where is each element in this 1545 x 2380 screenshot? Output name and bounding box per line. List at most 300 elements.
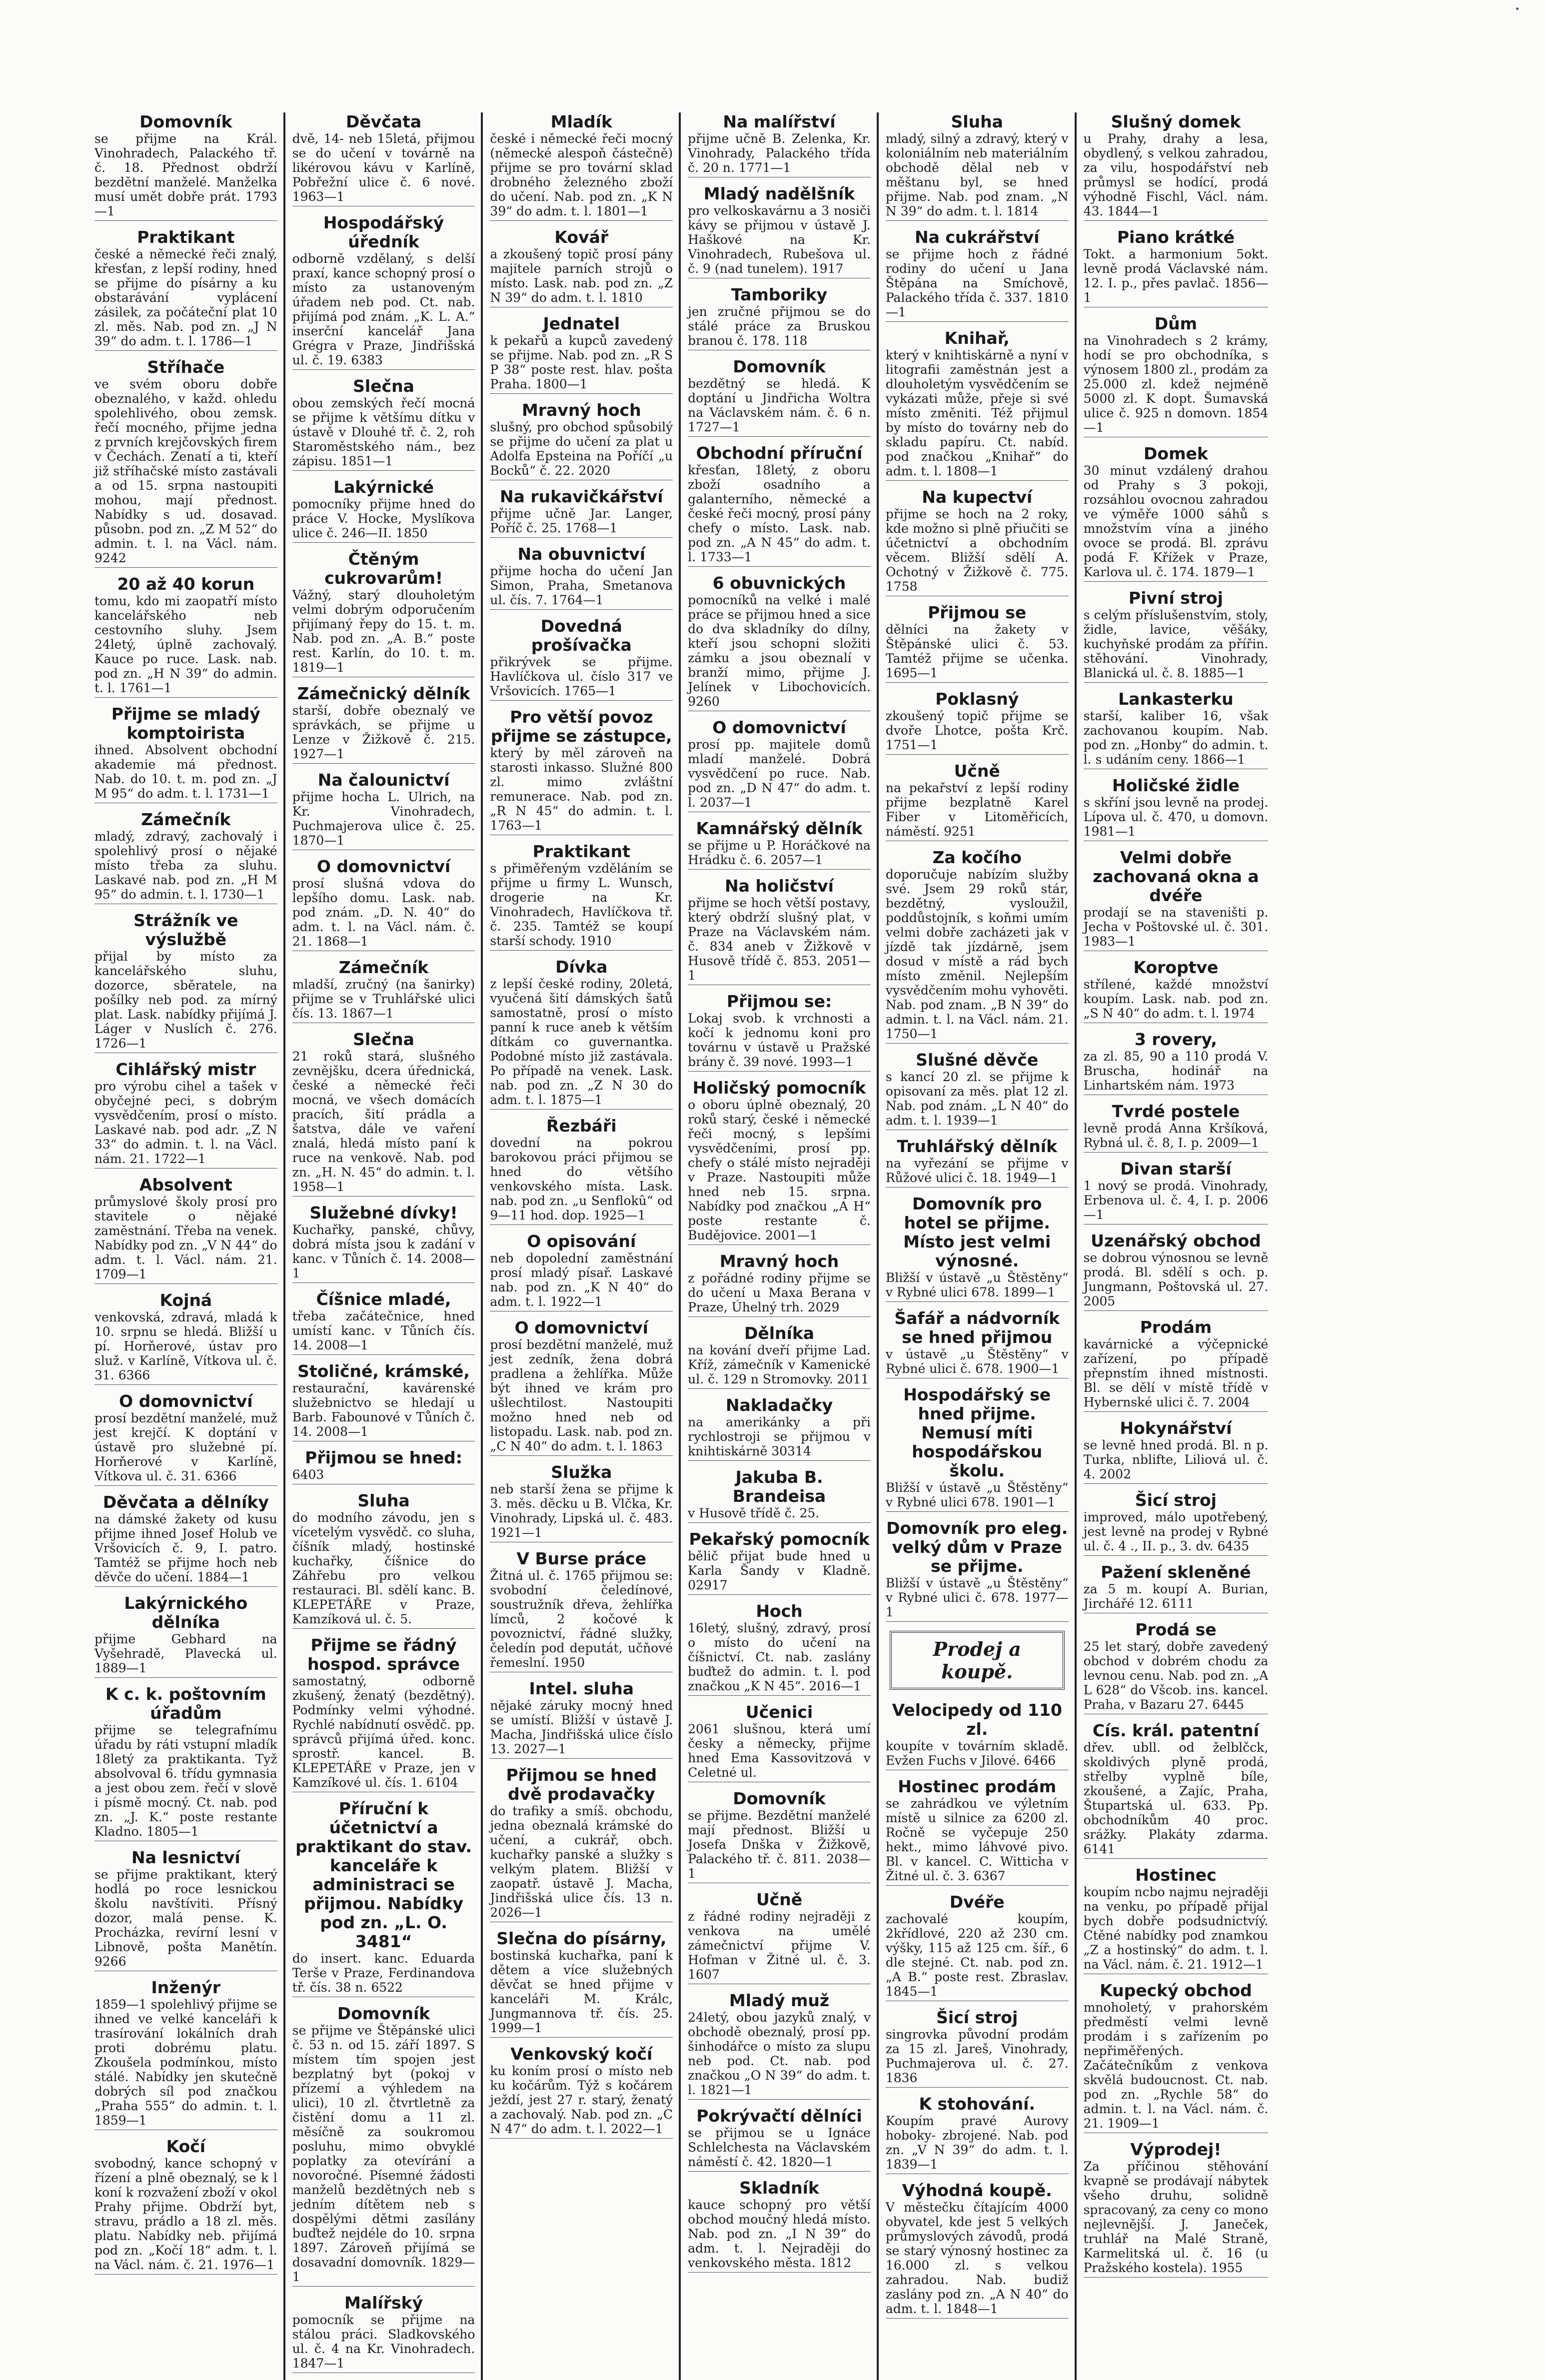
ad-column [488, 112, 681, 2380]
ad-text: 30 minut vzdálený drahou od Prahy s 3 pokoji, rozsáhlou ovocnou zahradou ve výměře 1000 sáhů s množstvím vína a jiného ovoce se prodá. Bl. zprávu podá F. Křížek v Praze, Karlova ul. č. 174. 1879—1 [1084, 463, 1269, 582]
ad-text: přikrývek se přijme. Havlíčkova ul. číslo 317 ve Vršovicích. 1765—1 [490, 655, 673, 701]
ad-heading: Řezbáři [546, 1116, 617, 1136]
ad-text: s přiměřeným vzděláním se přijme u firmy L. Wunsch, drogerie na Kr. Vinohradech, Havlíčkova tř. č. 235. Tamtéž se koupí starší schody. 1910 [490, 861, 673, 951]
ad-heading: Dům [1154, 314, 1198, 333]
ad-heading: Na malířství [723, 112, 836, 131]
classified-ad [292, 1362, 475, 1441]
classified-ad [490, 617, 673, 701]
classified-ad [688, 2107, 871, 2172]
ad-column [92, 112, 285, 2380]
ad-text: přijme se hoch větší postavy, který obdrží slušný plat, v Praze na Václavském nám. č. 834 aneb v Žižkově v Husově třídě č. 853. 2051—1 [688, 896, 871, 985]
classified-ad [490, 545, 673, 610]
classified-ad [490, 842, 673, 951]
ad-heading: Slečna [353, 1030, 414, 1049]
ad-heading: Hoch [756, 1601, 803, 1621]
ad-text: se přijme praktikant, který hodlá po roce lesnickou školu navštíviti. Přísný dozor, malá pense. K. Procházka, revírní lesní v Libnově, pošta Manětín. 9266 [94, 1867, 277, 1971]
ad-heading: Holičský pomocník [692, 1078, 866, 1098]
ad-heading: Tamboriky [731, 285, 828, 304]
ad-text: pomocníky přijme hned do práce V. Hocke, Myslíkova ulice č. 246—II. 1850 [292, 497, 475, 543]
classified-ad [688, 1396, 871, 1461]
ad-text: přijme učně B. Zelenka, Kr. Vinohrady, Palackého třída č. 20 n. 1771—1 [688, 131, 871, 177]
ad-heading: Domovník [733, 1789, 826, 1808]
ad-heading: Prodám [1140, 1317, 1212, 1337]
classified-ad [886, 603, 1069, 683]
ad-text: přijme se hoch na 2 roky, kde možno si plně přiučiti se účetnictví a obchodním věcem. Bližší sdělí A. Ochotný v Žižkově č. 775. 1758 [886, 507, 1069, 596]
ad-text: pomocníků na velké i malé práce se přijmou hned a sice do dva skladníky do dílny, kteří jsou schopni složiti zámku a jsou obeznalí v branží mimo, přijme J. Jelínek v Libochovicích. 9260 [688, 593, 871, 711]
ad-text: Bližší v ústavě „u Štěstěny“ v Rybné ulici č. 678. 1977—1 [886, 1576, 1069, 1622]
ad-text: jen zručné přijmou se do stálé práce za Bruskou branou č. 178. 118 [688, 304, 871, 350]
classified-ad [688, 1890, 871, 1984]
ad-heading: 6 obuvnických [712, 573, 846, 593]
classified-ad [94, 112, 277, 221]
ad-heading: Hostinec [1135, 1865, 1217, 1885]
ad-text: 1859—1 spolehlivý přijme se ihned ve velké kanceláři k trasírování lokálních drah proti dobrému platu. Zkoušela podmínkou, místo stálé. Nabídky jen skutečně dobrých síl pod značkou „Praha 555“ do admin. t. l. 1859—1 [94, 1997, 277, 2130]
classified-ad [490, 228, 673, 307]
classified-ad [1084, 314, 1269, 437]
ad-text: české a německé řeči znalý, křesťan, z lepší rodiny, hned se přijme do písárny a ku obstarávání vyplácení zásilek, za počáteční plat 10 zl. měs. Nab. pod zn. „J N 39“ do adm. t. l. 1786—1 [94, 247, 277, 351]
ad-text: starší, dobře obeznalý ve správkách, se přijme u Lenze v Žižkově č. 215. 1927—1 [292, 703, 475, 764]
classified-ad [292, 1030, 475, 1196]
classified-ad [1084, 1721, 1269, 1859]
classified-ad [292, 857, 475, 951]
ad-heading: Domek [1144, 444, 1208, 463]
ad-heading: Knihař, [944, 328, 1010, 348]
ad-text: na amerikánky a při rychlostroji se přijmou v knihtiskárně 30314 [688, 1415, 871, 1461]
classified-ad [688, 1789, 871, 1883]
classified-ad [688, 184, 871, 278]
ad-heading: Mravný hoch [719, 1251, 839, 1271]
ad-heading: Nakladačky [725, 1395, 833, 1415]
ad-heading: Obchodní příruční [696, 443, 863, 463]
classified-ad [886, 2095, 1069, 2174]
ad-column [1082, 112, 1275, 2380]
ad-heading: Čtěným cukrovarům! [324, 549, 443, 588]
classified-ad [1084, 1102, 1269, 1153]
ad-heading: Na obuvnictví [517, 544, 646, 564]
ad-heading: Pekařský pomocník [689, 1529, 870, 1549]
ad-column [884, 112, 1077, 2380]
classified-ad [94, 1685, 277, 1841]
ad-text: na pekařství z lepší rodiny přijme bezplatně Karel Fiber v Litoměřicích, náměstí. 9251 [886, 781, 1069, 841]
ad-text: Bližší v ústavě „u Štěstěny“ v Rybné ulici 678. 1901—1 [886, 1480, 1069, 1512]
ad-text: starší, kaliber 16, však zachovanou koupím. Nab. pod zn. „Honby“ do admin. t. l. s udáním ceny. 1866—1 [1084, 709, 1269, 769]
classified-ad [94, 1176, 277, 1284]
ad-text: se přijme ve Štěpánské ulici č. 53 n. od 15. září 1897. S místem tím spojen jest bezplatný byt (pokoj v přízemí a výhledem na ulici), 10 zl. čtvrtletně za čistění domu a 11 zl. měsíčně za soukromou posluhu, mimo obvyklé poplatky za otevírání a novoročné. Písemné žádosti manželů bezdětných neb s jedním dítětem neb s dospělými dětmi zasílány buďtež nejdéle do 10. srpna 1897. Zároveň přijímá se dosavadní domovník. 1829—1 [292, 2023, 475, 2287]
ad-text: koupíte v továrním skladě. Evžen Fuchs v Jilové. 6466 [886, 1739, 1069, 1770]
classified-ad [94, 1291, 277, 1385]
ad-text: mladší, zručný (na šanirky) přijme se v Truhlářské ulici čís. 13. 1867—1 [292, 977, 475, 1023]
ad-text: Kuchařky, panské, chůvy, dobrá místa jsou k zadání v kanc. v Tůních č. 14. 2008—1 [292, 1222, 475, 1283]
ad-heading: Poklasný [935, 689, 1019, 709]
ad-heading: Hokynářství [1120, 1418, 1232, 1438]
ad-heading: Piano krátké [1117, 227, 1235, 247]
ad-heading: Na cukrářství [914, 227, 1040, 247]
ad-text: koupím ncbo najmu nejraději na venku, po případě přijal bych dobře podsudnictvíý. Ctěné nabídky pod znamkou „Z a hostinský“ do adm. t. l. na Václ. nám. č. 21. 1912—1 [1084, 1885, 1269, 1974]
ad-heading: Učně [954, 761, 1000, 781]
ad-heading: Cihlářský mistr [115, 1060, 256, 1079]
ad-text: do insert. kanc. Eduarda Terše v Praze, Ferdinandova tř. čís. 38 n. 6522 [292, 1951, 475, 1997]
ad-heading: Mladík [550, 112, 612, 131]
ad-text: z pořádné rodiny přijme se do učení u Maxa Berana v Praze, Úhelný trh. 2029 [688, 1271, 871, 1317]
ad-heading: Šicí stroj [936, 2008, 1018, 2027]
ad-heading: Pro větší povoz přijme se zástupce, [490, 707, 672, 746]
ad-heading: Na lesnictví [131, 1848, 240, 1867]
ad-text: se přijme u P. Horáčkové na Hrádku č. 6. 2057—1 [688, 838, 871, 870]
ad-text: 24letý, obou jazyků znalý, v obchodě obeznalý, prosí pp. šinhodářce o místo za slupu neb pod. Ct. nab. pod značkou „O N 39“ do adm. t. l. 1821—1 [688, 2010, 871, 2100]
ad-heading: O domovnictví [119, 1391, 253, 1411]
ad-heading: Praktikant [137, 227, 235, 247]
ad-heading: Sluha [357, 1491, 410, 1510]
classified-ad [688, 1703, 871, 1782]
ad-heading: Zámečník [141, 810, 231, 829]
ad-text: nějaké záruky mocný hned se umístí. Bližší v ústavě J. Macha, Jindřišská ulice číslo 13. 2027—1 [490, 1698, 673, 1759]
classified-ad [688, 112, 871, 177]
ad-text: na dámské žakety od kusu přijme ihned Josef Holub ve Vršovicích č. 9, I. patro. Tamtéž se přijme hoch neb děvče do učení. 1884—1 [94, 1512, 277, 1587]
classified-ad [1084, 2140, 1269, 2278]
ad-text: přijme Gebhard na Vyšehradě, Plavecká ul. 1889—1 [94, 1632, 277, 1678]
classified-ad [490, 958, 673, 1110]
ad-heading: Stoličné, krámské, [297, 1361, 470, 1381]
ad-text: Bližší v ústavě „u Štěstěny“ v Rybné ulici 678. 1899—1 [886, 1270, 1069, 1302]
ad-heading: Na kupectví [922, 487, 1033, 507]
classified-ad [292, 2004, 475, 2287]
classified-ad [1084, 1419, 1269, 1484]
classified-ad [688, 877, 871, 985]
classified-ad [886, 1385, 1069, 1512]
classified-ad [490, 1232, 673, 1311]
classified-ad [886, 690, 1069, 755]
section-banner: Prodej a koupě. [890, 1631, 1065, 1690]
ad-text: dvě, 14- neb 15letá, přijmou se do učení v továrně na likérovou kávu v Karlíně, Pobřežní ulice č. 6 nové. 1963—1 [292, 131, 475, 206]
ad-text: Žitná ul. č. 1765 přijmou se: svobodní čeledínové, soustružník dřeva, žehlířka límců, 2 kočové k povoznictví, řádné služky, čeledín pod deputát, učňové řemeslní. 1950 [490, 1568, 673, 1672]
ad-text: bezdětný se hledá. K doptání u Jindřicha Woltra na Václavském nám. č. 6 n. 1727—1 [688, 376, 871, 437]
page-mark: • [1515, 4, 1520, 14]
classified-ad [1084, 1563, 1269, 1613]
ad-heading: Děvčata [345, 112, 422, 131]
ad-heading: Lakýrnického dělníka [124, 1593, 248, 1632]
ad-text: neb starší žena se přijme k 3. měs. děcku u B. Vlčka, Kr. Vinohrady, Lipská ul. č. 483. 1921—1 [490, 1482, 673, 1542]
ad-heading: Číšnice mladé, [316, 1289, 451, 1309]
classified-ad [886, 488, 1069, 596]
ad-heading: Slušné děvče [916, 1050, 1039, 1070]
ad-text: bostinská kuchařka, paní k dětem a více služebných děvčat se hned přijme v kanceláři M. Králc, Jungmannova tř. čís. 25. 1999—1 [490, 1948, 673, 2038]
ad-text: z řádné rodiny nejraději z venkova na umělé zámečnictví přijme V. Hofman v Žitné ul. č. 3. 1607 [688, 1909, 871, 1984]
ad-text: 21 roků stará, slušného zevnějšku, dcera úřednická, české a německé řeči mocná, ve všech domácích pracích, šití prádla a šatstva, dále ve vaření znalá, hledá místo paní k ruce na venkově. Nab. pod zn. „H. N. 45“ do admin. t. l. 1958—1 [292, 1049, 475, 1196]
ad-heading: Kupecký obchod [1100, 1981, 1252, 2000]
ad-heading: Zámečník [338, 958, 429, 977]
ad-heading: Zámečnický dělník [297, 684, 470, 703]
classified-ad [490, 1463, 673, 1542]
classified-ad [886, 1194, 1069, 1302]
ad-text: ku koním prosí o místo neb ku kočárům. Týž s kočárem ježdí, jest 27 r. starý, ženatý a zachovalý. Nab. pod zn. „C N 47“ do adm. t. l. 2022—1 [490, 2064, 673, 2139]
ad-heading: Venkovský kočí [510, 2044, 653, 2064]
ad-text: prosí bezdětní manželé, muž jest krejčí. K doptání v ústavě pro služebné pí. Horňerové v Karlíně, Vítkova ul. č. 31. 6366 [94, 1411, 277, 1486]
ad-text: přijme hocha do učení Jan Simon, Praha, Smetanova ul. čís. 7. 1764—1 [490, 564, 673, 610]
classified-ad [886, 1309, 1069, 1378]
ad-text: mladý, silný a zdravý, který v koloniálním neb materiálním obchodě dělal neb v měštanu byl, se hned přijme. Nab. pod znam. „N N 39“ do adm. t. l. 1814 [886, 131, 1069, 221]
ad-text: Koupím pravé Aurovy hoboky- zbrojené. Nab. pod zn. „V N 39“ do adm. t. l. 1839—1 [886, 2114, 1069, 2174]
classified-ad [1084, 444, 1269, 582]
ad-heading: Holičské židle [1112, 776, 1240, 795]
ad-text: 6403 [292, 1467, 475, 1484]
ad-text: Tokt. a harmonium 5okt. levně prodá Václavské nám. 12. I. p., přes pavlač. 1856—1 [1084, 247, 1269, 307]
classified-ad [94, 1978, 277, 2130]
ad-text: s skříní jsou levně na prodej. Lípova ul. č. 470, u domovn. 1981—1 [1084, 795, 1269, 841]
classified-ad [292, 684, 475, 764]
classified-ad [688, 1991, 871, 2100]
ad-text: za 5 m. koupí A. Burian, Jirchářé 12. 6111 [1084, 1582, 1269, 1613]
ad-heading: O domovnictví [712, 718, 846, 737]
ad-heading: Kamnářský dělník [696, 819, 863, 838]
ad-heading: Praktikant [532, 842, 630, 861]
ad-text: k pekařů a kupců zavedený se přijme. Nab. pod zn. „R S P 38“ poste rest. hlav. pošta Praha. 1800—1 [490, 333, 673, 394]
classified-ad [886, 1051, 1069, 1130]
classified-ad [886, 1777, 1069, 1886]
classified-ad [1084, 958, 1269, 1023]
classified-ad [886, 112, 1069, 221]
classified-ad [886, 1701, 1069, 1770]
ad-heading: Pokrývačtí dělníci [696, 2106, 862, 2126]
ad-heading: Přijme se řádný hospod. správce [307, 1635, 460, 1674]
classified-ad [292, 377, 475, 471]
ad-heading: Cís. král. patentní [1092, 1721, 1259, 1740]
ad-heading: Přijmou se hned: [305, 1448, 462, 1467]
classified-ad [688, 1252, 871, 1317]
ad-text: třeba začátečnice, hned umístí kanc. v Tůních čís. 14. 2008—1 [292, 1309, 475, 1355]
ad-heading: Jakuba B. Brandeisa [732, 1467, 826, 1506]
ad-text: improved, málo upotřebený, jest levně na prodej v Rybné ul. č. 4 ., II. p., 3. dv. 6435 [1084, 1510, 1269, 1556]
classified-ad [1084, 112, 1269, 221]
classified-ad [490, 401, 673, 480]
ad-text: za zl. 85, 90 a 110 prodá V. Bruscha, hodinář na Linhartském nám. 1973 [1084, 1049, 1269, 1095]
ad-text: 16letý, slušný, zdravý, prosí o místo do učení na číšnictví. Ct. nab. zaslány buďtež do admin. t. l. pod značkou „K N 45“. 2016—1 [688, 1621, 871, 1696]
ad-text: střílené, každé množství koupím. Lask. nab. pod zn. „S N 40“ do adm. t. l. 1974 [1084, 977, 1269, 1023]
ad-text: se přijme. Bezdětní manželé mají přednost. Bližší u Josefa Dnška v Žižkově, Palackého tř. č. 811. 2038—1 [688, 1808, 871, 1883]
classified-ad [292, 1491, 475, 1629]
ad-heading: Stříhače [147, 357, 225, 377]
ad-text: v Husově třídě č. 25. [688, 1506, 871, 1523]
classified-ad [292, 550, 475, 677]
classified-ad [292, 958, 475, 1023]
ad-text: 1 nový se prodá. Vinohrady, Erbenova ul. č. 4, I. p. 2006—1 [1084, 1179, 1269, 1224]
ad-column [686, 112, 879, 2380]
ad-text: svobodný, kance schopný v řízení a plně obeznalý, se k l koní k rozvažení zboží v okol Prahy přijme. Obdrží byt, stravu, prádlo a 18 zl. měs. platu. Nabídky neb. přijímá pod zn. „Kočí 18“ adm. t. l. na Václ. nám. č. 21. 1976—1 [94, 2156, 277, 2275]
classified-ad [292, 1203, 475, 1283]
classified-ad [688, 819, 871, 870]
ad-heading: Slušný domek [1111, 112, 1241, 131]
ad-heading: Malířský [344, 2293, 423, 2313]
ad-heading: Přijmou se hned dvě prodavačky [506, 1765, 657, 1804]
ad-heading: Slečna do písárny, [496, 1929, 667, 1948]
classified-ad [292, 478, 475, 543]
ad-text: prodají se na staveništi p. Jecha v Poštovské ul. č. 301. 1983—1 [1084, 905, 1269, 951]
ad-heading: Na rukavičkářství [500, 487, 663, 506]
ad-text: levně prodá Anna Kršíková, Rybná ul. č. 8, I. p. 2009—1 [1084, 1121, 1269, 1153]
ad-heading: Domovník pro hotel se přijme. Místo jest velmi výnosné. [903, 1194, 1051, 1270]
ad-heading: Dělníka [744, 1323, 815, 1343]
classified-ad [886, 228, 1069, 322]
classified-ad [94, 1848, 277, 1971]
ad-text: 2061 slušnou, která umí česky a německy, přijme hned Ema Kassovitzová v Celetné ul. [688, 1722, 871, 1782]
ad-text: prosí bezdětní manželé, muž jest zedník, žena dobrá pradlena a žehlířka. Může být ihned ve krám pro ušlechtilost. Nastoupiti možno hned neb od listopadu. Lask. nab. pod zn. „C N 40“ do adm. t. l. 1863 [490, 1337, 673, 1456]
ad-heading: Služka [551, 1462, 612, 1482]
ad-heading: Příruční k účetnictví a praktikant do stav. kanceláře k administraci se přijmou. Nabídky pod zn. „L. O. 3481“ [295, 1799, 472, 1951]
ad-text: s kancí 20 zl. se přijme k opisovaní za měs. plat 12 zl. Nab. pod znám. „L N 40“ do adm. t. l. 1939—1 [886, 1070, 1069, 1130]
classified-ad [94, 705, 277, 803]
ad-heading: 20 až 40 korun [117, 574, 255, 594]
classified-ad [688, 574, 871, 711]
ad-heading: Mladý nadělšník [703, 184, 855, 203]
ad-text: restaurační, kavárenské služebnictvo se hledají u Barb. Fabounové v Tůních č. 14. 2008—1 [292, 1381, 475, 1441]
ad-text: se levně hned prodá. Bl. n p. Turka, nblifte, Liliová ul. č. 4. 2002 [1084, 1438, 1269, 1484]
classified-ad [490, 314, 673, 394]
classified-ad [490, 487, 673, 538]
ad-heading: Děvčata a dělníky [102, 1492, 269, 1512]
classified-ad [688, 1602, 871, 1696]
ad-heading: O opisování [527, 1231, 636, 1251]
ad-heading: Přijmou se [928, 603, 1027, 622]
classified-ad [886, 848, 1069, 1044]
ad-heading: Dovedná prošívačka [531, 616, 632, 655]
ad-heading: Mladý muž [729, 1991, 830, 2010]
classified-ad [94, 1493, 277, 1587]
ad-text: zachovalé koupím, 2křídlové, 220 až 230 cm. výšky, 115 až 125 cm. šíř., 6 dle stejné. Ct. nab. pod zn. „A B.“ poste rest. Zbraslav. 1845—1 [886, 1912, 1069, 2001]
ad-heading: Dívka [555, 957, 608, 977]
ad-text: zkoušený topič přijme se dvoře Lhotce, pošta Krč. 1751—1 [886, 709, 1069, 755]
classified-ad [1084, 1491, 1269, 1556]
ad-text: průmyslové školy prosí pro stavitele o nějaké zaměstnání. Třeba na venek. Nabídky pod zn. „V N 44“ do adm. t. l. Václ. nám. 21. 1709—1 [94, 1194, 277, 1284]
classified-ad [490, 1117, 673, 1225]
ad-text: samostatný, odborně zkušený, ženatý (bezdětný). Podmínky velmi výhodné. Rychlé nabídnutí osvědč. pp. správců přijímá úřed. konc. sprostř. kancel. B. KLEPETÁŘE v Praze, jen v Kamzíkové ul. čís. 1. 6104 [292, 1674, 475, 1792]
ad-heading: Přijme se mladý komptoirista [111, 704, 260, 743]
ad-text: se přijme hoch z řádné rodiny do učení u Jana Štěpána na Smíchově, Palackého třída č. 337. 1810—1 [886, 247, 1069, 322]
classified-ad [490, 2045, 673, 2139]
ad-text: odborně vzdělaný, s delší praxí, kance schopný prosí o místo za ustanoveným úřadem neb pod. Ct. nab. přijímá pod znám. „K. L. A.“ inserční kancelář Jana Grégra v Praze, Jindřišská ul. č. 19. 6383 [292, 251, 475, 370]
classified-ad [688, 2179, 871, 2273]
ad-heading: Hospodářský se hned přijme. Nemusí míti hospodářskou školu. [903, 1385, 1051, 1480]
ad-heading: Šafář a nádvorník se hned přijmou [894, 1308, 1060, 1347]
classified-ads-page [92, 112, 1472, 2371]
ad-heading: Velocipedy od 110 zl. [892, 1700, 1062, 1739]
classified-ad [688, 357, 871, 437]
ad-text: obou zemských řečí mocná se přijme k většímu dítku v ústavě v Dlouhé tř. č. 2, roh Staroměstského nám., bez zápisu. 1851—1 [292, 396, 475, 471]
classified-ad [886, 329, 1069, 481]
classified-ad [1084, 1231, 1269, 1311]
ad-heading: Hostinec prodám [898, 1777, 1057, 1796]
ad-text: ve svém oboru dobře obeznalého, v každ. ohledu spolehlivého, obou zemsk. řečí mocného, přijme jedna z prvních krejčovských firem v Čechách. Zenatí a ti, kteří již stříhačské místo zastávali a od 15. srpna nastoupiti mohou, mají přednost. Nabídky s ud. dosavad. působn. pod zn. „Z M 52“ do admin. t. l. na Václ. nám. 9242 [94, 377, 277, 568]
ad-text: bělič přijat bude hned u Karla Šandy v Kladně. 02917 [688, 1549, 871, 1595]
ad-text: pomocník se přijme na stálou práci. Sladkovského ul. č. 4 na Kr. Vinohradech. 1847—1 [292, 2313, 475, 2373]
ad-text: přijme učně Jar. Langer, Poříč č. 25. 1768—1 [490, 506, 673, 538]
ad-heading: Hospodářský úředník [323, 213, 444, 251]
ad-heading: Uzenářský obchod [1091, 1231, 1261, 1250]
classified-ad [292, 1448, 475, 1484]
ad-heading: Skladník [739, 2178, 819, 2198]
ad-text: slušný, pro obchod spůsobilý se přijme do učení za plat u Adolfa Epsteina na Poříčí „u Bocků“ č. 22. 2020 [490, 420, 673, 480]
ad-text: tomu, kdo mi zaopatří místo kancelářského neb cestovního sluhy. Jsem 24letý, úplně zachovalý. Kauce po ruce. Lask. nab. pod zn. „H N 39“ do admin. t. l. 1761—1 [94, 594, 277, 698]
ad-heading: Domovník [337, 2004, 430, 2023]
ad-text: doporučuje nabízím služby své. Jsem 29 roků stár, bezdětný, vysloužil, poddůstojník, s koňmi umím velmi dobře zacházeti jak v jízdě tak jízdárně, jsem dosud v místě a rád bych místo změnil. Nejlepším vysvědčením mohu vyhověti. Nab. pod znam. „B N 39“ do admin. t. l. na Václ. nám. 21. 1750—1 [886, 867, 1069, 1044]
ad-heading: Dvéře [949, 1892, 1005, 1912]
classified-ad [292, 112, 475, 206]
ad-text: neb dopolední zaměstnání prosí mladý písař. Laskavé nab. pod zn. „K N 40“ do adm. t. l. 1922—1 [490, 1251, 673, 1311]
ad-heading: Velmi dobře zachovaná okna a dvéře [1093, 848, 1259, 905]
ad-text: kavárnické a výčepnické zařízení, po případě přepnstím ihned místnosti. Bl. se dělí v místě třídě v Hybernské ulici č. 7. 2004 [1084, 1337, 1269, 1412]
classified-ad [292, 1636, 475, 1792]
ad-heading: K c. k. poštovním úřadům [105, 1684, 266, 1723]
ad-text: pro velkoskavárnu a 3 nosiči kávy se přijmou v ústavě J. Haškové na Kr. Vinohradech, Rubešova ul. č. 9 (nad tunelem). 1917 [688, 203, 871, 278]
ad-heading: Učenici [745, 1702, 813, 1722]
classified-ad [94, 911, 277, 1053]
ad-heading: O domovnictví [514, 1318, 648, 1337]
ad-heading: Kočí [166, 2137, 206, 2156]
ad-heading: Jednatel [543, 314, 620, 333]
ad-text: 25 let starý, dobře zavedený obchod v dobrém chodu za levnou cenu. Nab. pod zn. „A L 628“ do Všcob. ins. kancel. Praha, v Bazaru 27. 6445 [1084, 1639, 1269, 1714]
ad-text: Za příčinou stěhování kvapně se prodávají nábytek všeho druhu, solidně spracovaný, za ceny co mono nejlevnější. J. Janeček, truhlář na Malé Straně, Karmelitská ul. č. 16 (u Pražského kostela). 1955 [1084, 2159, 1269, 2278]
ad-heading: Služebné dívky! [309, 1203, 458, 1222]
ad-heading: 3 rovery, [1134, 1030, 1217, 1049]
classified-ad [688, 1530, 871, 1595]
ad-text: dřev. ubll. od želblčck, skoldivých plyně prodá, střelby vyplně bíle, zkoušené, a Zajíc, Praha, Štupartská ul. 633. Pp. obchodníkům 40 proc. srážky. Plakáty zdarma. 6141 [1084, 1740, 1269, 1859]
ad-text: na kování dveří přijme Lad. Kříž, zámečník v Kamenické ul. č. 129 n Stromovky. 2011 [688, 1343, 871, 1389]
ad-text: do trafiky a smíš. obchodu, jedna obeznalá krámské do učení, a cukrář, obch. kuchařky panské a služky s velkým platem. Bližší v zaopatř. ústavě J. Macha, Jindřišská ulice čís. 13 n. 2026—1 [490, 1804, 673, 1922]
ad-text: české i německé řeči mocný (německé alespoň částečně) přijme se pro tovární sklad drobného železného zboží do učení. Nab. pod zn. „K N 39“ do adm. t. l. 1801—1 [490, 131, 673, 221]
classified-ad [886, 1519, 1069, 1622]
ad-heading: Pivní stroj [1128, 588, 1223, 608]
ad-heading: Kovář [554, 227, 609, 247]
classified-ad [1084, 1318, 1269, 1412]
ad-text: mnoholetý, v prahorském předměstí velmi levně prodám i s zařízením po nepřiměřených. Začátečníkům z venkova skvělá budoucnost. Ct. nab. pod zn. „Rychle 58“ do admin. t. l. na Václ. nám. č. 21. 1909—1 [1084, 2000, 1269, 2133]
ad-text: z lepší české rodiny, 20letá, vyučená šití dámských šatů samostatně, prosí o místo panní k ruce aneb k větším dítkám co guvernantka. Podobné místo již zastávala. Po případě na venek. Lask. nab. pod zn. „Z N 30 do adm. t. l. 1875—1 [490, 977, 673, 1110]
classified-ad [292, 2294, 475, 2373]
classified-ad [292, 1290, 475, 1355]
ad-heading: Lankasterku [1118, 689, 1234, 709]
classified-ad [490, 1549, 673, 1672]
classified-ad [94, 810, 277, 904]
classified-ad [886, 2181, 1069, 2319]
ad-heading: V Burse práce [516, 1549, 647, 1568]
ad-heading: Domovník [733, 357, 826, 376]
classified-ad [1084, 1030, 1269, 1095]
ad-heading: Domovník pro eleg. velký dům v Praze se přijme. [886, 1518, 1068, 1576]
ad-text: prosí slušná vdova do lepšího domu. Lask. nab. pod znám. „D. N. 40“ do adm. t. l. na Václ. nám. č. 21. 1868—1 [292, 876, 475, 951]
classified-ad [688, 1079, 871, 1245]
classified-ad [292, 1799, 475, 1997]
ad-text: a zkoušený topič prosí pány majitele parních strojů o místo. Lask. nab. pod zn. „Z N 39“ do adm. t. l. 1810 [490, 247, 673, 307]
ad-text: na vyřezání se přijme v Růžové ulici č. 18. 1949—1 [886, 1156, 1069, 1188]
ad-text: se zahrádkou ve výletním místě u silnice za 6200 zl. Ročně se vyčepuje 250 hekt., mimo láhvové pivo. Bl. v kancel. C. Wittichа v Žitné ul. č. 3. 6367 [886, 1796, 1069, 1886]
ad-text: o oboru úplně obeznalý, 20 roků starý, české i německé řeči mocný, s lepšími vysvědčeními, prosí pp. chefy o stálé místo nejraději v Praze. Nastoupiti může hned neb 15. srpna. Nabídky pod značkou „A H“ poste restante č. Budějovice. 2001—1 [688, 1098, 871, 1245]
ad-text: na Vinohradech s 2 krámy, hodí se pro obchodníka, s výnosem 1800 zl., prodám za 25.000 zl. kdež nejméně 5000 zl. K dopt. Šumavská ulice č. 925 n domovn. 1854—1 [1084, 333, 1269, 437]
ad-text: dělníci na žakety v Štěpánské ulici č. 53. Tamtéž přijme se učenka. 1695—1 [886, 622, 1069, 683]
ad-text: se přijme na Král. Vinohradech, Palackého tř. č. 18. Přednost obdrží bezdětní manželé. Manželka musí umět dobře prát. 1793—1 [94, 131, 277, 221]
classified-ad [1084, 1620, 1269, 1714]
ad-text: přijal by místo za kancelářského sluhu, dozorce, sběratele, na pošílky neb pod. za mírný plat. Lask. nabídky přijímá J. Láger v Nuslích č. 276. 1726—1 [94, 949, 277, 1053]
ad-text: křesťan, 18letý, z oboru zboží osadního a galanterního, německé a české řeči mocný, prosí pány chefy o místo. Lask. nab. pod zn. „A N 45“ do adm. t. l. 1733—1 [688, 463, 871, 567]
ad-heading: Domovník [139, 112, 232, 131]
ad-heading: Přijmou se: [726, 992, 832, 1011]
ad-text: dovední na pokrou barokovou práci přijmou se hned do většího venkovského místa. Lask. nab. pod zn. „u Senflokû“ od 9—11 hod. dop. 1925—1 [490, 1136, 673, 1225]
classified-ad [688, 1324, 871, 1389]
ad-heading: Výhodná koupě. [902, 2181, 1052, 2200]
ad-text: Vážný, starý dlouholetým velmi dobrým odporučením přijímaný řepy do 15. t. m. Nab. pod zn. „A. B.“ poste rest. Karlín, do 10. t. m. 1819—1 [292, 588, 475, 677]
classified-ad [292, 771, 475, 850]
ad-heading: Prodá se [1135, 1620, 1217, 1639]
ad-text: který by měl zároveň na starosti inkasso. Služné 800 zl. mimo zvláštní remunerace. Nab. pod zn. „R N 45“ do admin. t. l. 1763—1 [490, 746, 673, 835]
ad-heading: O domovnictví [316, 857, 451, 876]
ad-text: s celým příslušenstvím, stoly, židle, lavice, věšáky, kuchyňské prodám za přířin. stěhování. Vinohrady, Blanická ul. č. 8. 1885—1 [1084, 608, 1269, 683]
ad-text: který v knihtiskárně a nyní v litografii zaměstnán jest a dlouholetým vysvědčením se vykázati může, přeje si své místo změniti. Též přijmul by místo do továrny neb do skladu papíru. Ct. nabíd. pod značkou „Knihař“ do adm. t. l. 1808—1 [886, 348, 1069, 481]
